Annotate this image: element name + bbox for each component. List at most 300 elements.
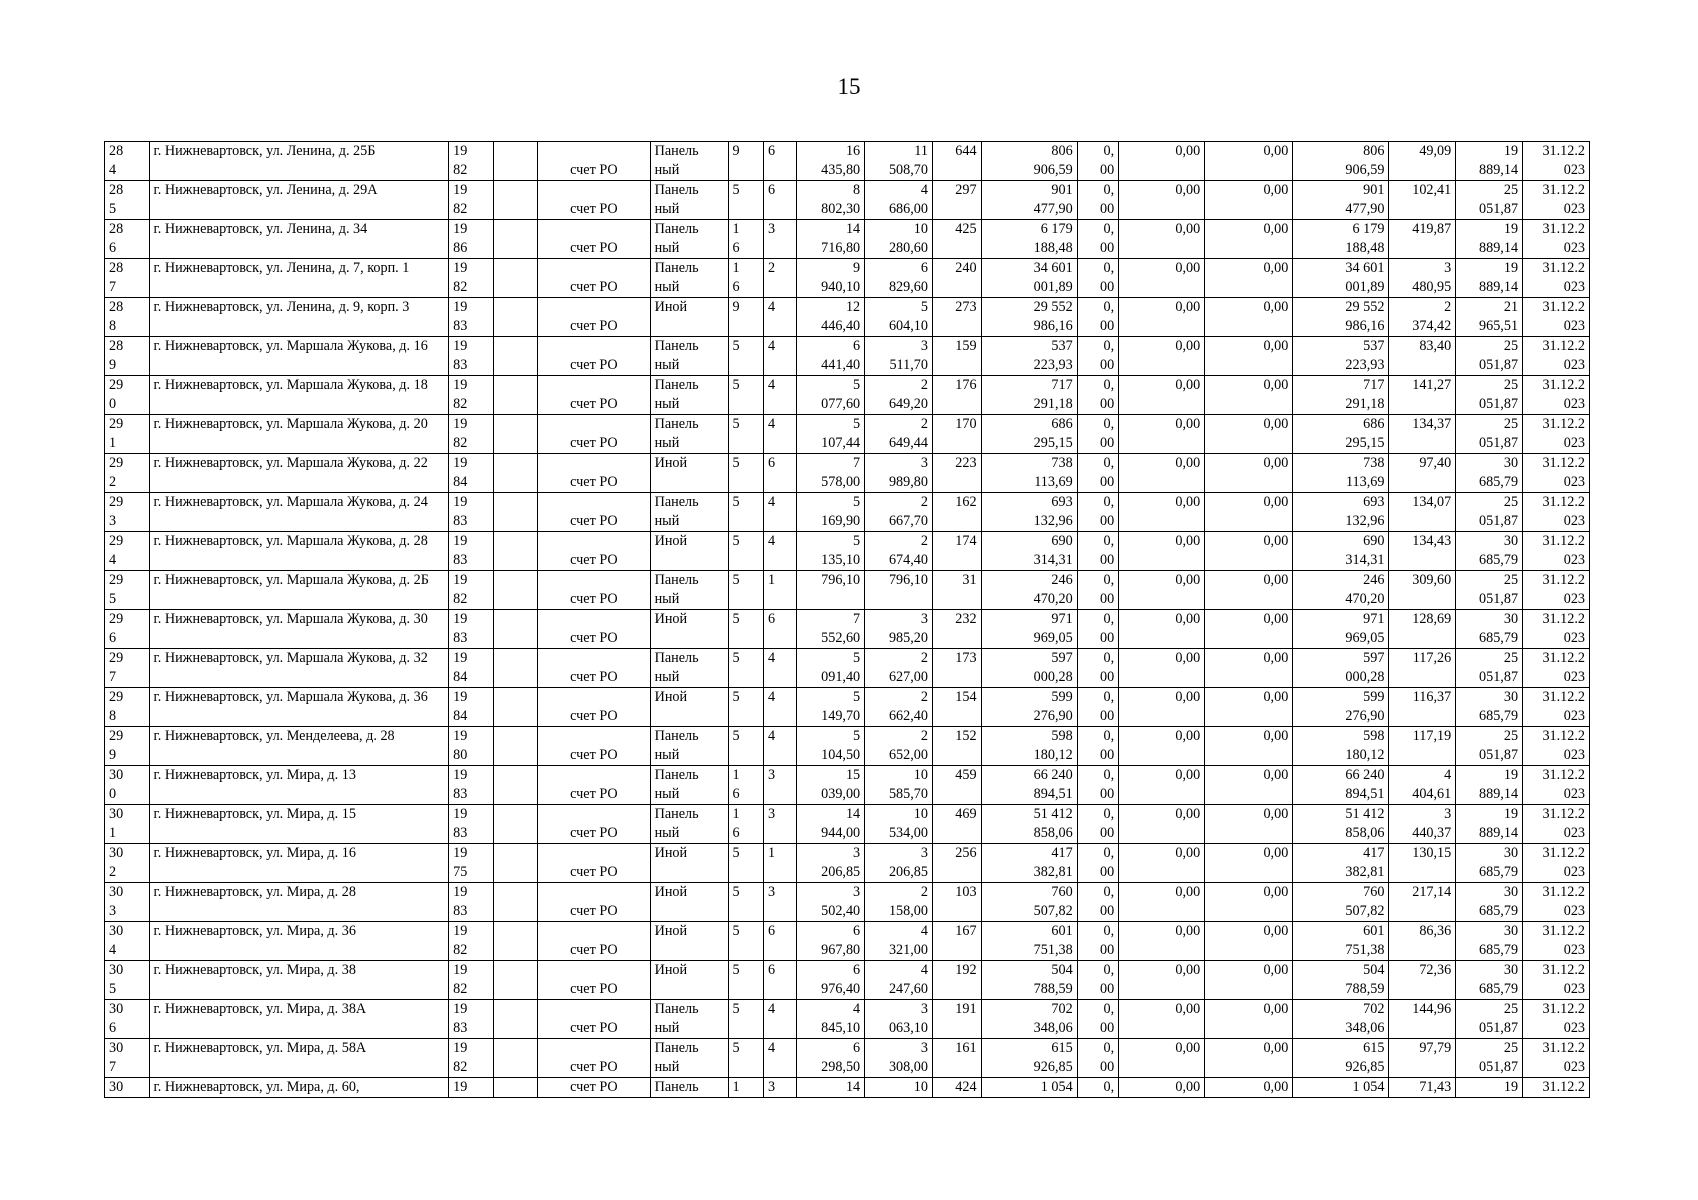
regional-funds-text: 0,00 [1175,689,1201,705]
specific-cost-cell [1389,142,1456,181]
repair-cost-cell [981,922,1077,961]
year-built-text: 19 83 [453,494,468,529]
repair-cost-text: 246 470,20 [1033,572,1073,607]
specific-cost-text: 97,79 [1419,1040,1452,1056]
residential-area-text: 3 308,00 [888,1040,928,1075]
address-cell [149,142,449,181]
completion-date-cell [1523,727,1590,766]
funding-scheme-cell [538,1039,650,1078]
entrances-cell [763,922,796,961]
regional-funds-cell [1119,1078,1205,1098]
repair-cost-text: 598 180,12 [1033,728,1073,763]
entrances-text: 4 [767,494,776,510]
owner-funds-cell [1293,220,1389,259]
table-row [105,493,1590,532]
completion-date-cell [1523,961,1590,1000]
limit-cost-text: 25 051,87 [1479,1001,1519,1036]
limit-cost-text: 30 685,79 [1479,845,1519,880]
funding-scheme-cell [538,766,650,805]
residential-area-text: 10 280,60 [888,221,928,256]
completion-date-cell [1523,805,1590,844]
funding-scheme-cell [538,922,650,961]
repair-cost-cell [981,610,1077,649]
total-area-cell [797,181,865,220]
table-row [105,337,1590,376]
floors-cell [728,142,763,181]
residents-text: 162 [955,494,977,510]
completion-date-cell [1523,532,1590,571]
federal-funds-text: 0, 00 [1100,260,1115,295]
floors-text: 1 6 [732,767,740,802]
residential-area-text: 2 649,20 [888,377,928,412]
federal-funds-text: 0, 00 [1100,143,1115,178]
repair-cost-text: 615 926,85 [1033,1040,1073,1075]
entrances-text: 3 [767,1079,776,1095]
owner-funds-text: 599 276,90 [1345,689,1385,724]
row-number-text: 29 1 [109,416,124,451]
owner-funds-text: 693 132,96 [1345,494,1385,529]
federal-funds-cell [1077,805,1119,844]
funding-scheme-text: счет РО [570,1059,618,1075]
owner-funds-cell [1293,688,1389,727]
wall-material-cell [650,298,728,337]
total-area-cell [797,454,865,493]
municipal-funds-cell [1205,1000,1293,1039]
residents-text: 644 [955,143,977,159]
address-text: г. Нижневартовск, ул. Мира, д. 36 [153,923,356,939]
year-built-text: 19 82 [453,962,468,997]
table-row [105,220,1590,259]
municipal-funds-cell [1205,961,1293,1000]
specific-cost-cell [1389,727,1456,766]
table-row [105,454,1590,493]
residents-text: 176 [955,377,977,393]
wall-material-text: Иной [654,923,688,939]
row-number-text: 28 5 [109,182,124,217]
regional-funds-text: 0,00 [1175,416,1201,432]
repair-cost-cell [981,493,1077,532]
completion-date-text: 31.12.2 023 [1542,1040,1585,1075]
empty-cell [493,844,538,883]
specific-cost-text: 128,69 [1412,611,1452,627]
repair-cost-text: 601 751,38 [1033,923,1073,958]
year-built-cell [449,805,494,844]
repair-cost-text: 537 223,93 [1033,338,1073,373]
row-number-text: 29 6 [109,611,124,646]
address-cell [149,337,449,376]
entrances-cell [763,181,796,220]
completion-date-text: 31.12.2 023 [1542,962,1585,997]
address-text: г. Нижневартовск, ул. Маршала Жукова, д. 22 [153,455,428,471]
owner-funds-text: 901 477,90 [1345,182,1385,217]
regional-funds-cell [1119,727,1205,766]
limit-cost-cell [1456,415,1523,454]
wall-material-text: Иной [654,962,688,978]
total-area-text: 4 845,10 [821,1001,861,1036]
entrances-text: 4 [767,533,776,549]
year-built-cell [449,259,494,298]
limit-cost-cell [1456,766,1523,805]
floors-text: 5 [732,923,740,939]
regional-funds-cell [1119,883,1205,922]
table-row [105,766,1590,805]
municipal-funds-cell [1205,181,1293,220]
entrances-cell [763,220,796,259]
completion-date-cell [1523,142,1590,181]
wall-material-cell [650,649,728,688]
empty-cell [493,766,538,805]
residents-text: 469 [955,806,977,822]
municipal-funds-cell [1205,727,1293,766]
residential-area-cell [865,142,933,181]
residents-text: 152 [955,728,977,744]
limit-cost-text: 25 051,87 [1479,1040,1519,1075]
funding-scheme-text: счет РО [570,825,618,841]
limit-cost-cell [1456,844,1523,883]
municipal-funds-text: 0,00 [1263,923,1289,939]
funding-scheme-cell [538,883,650,922]
limit-cost-text: 30 685,79 [1479,611,1519,646]
federal-funds-text: 0, 00 [1100,767,1115,802]
limit-cost-text: 25 051,87 [1479,182,1519,217]
federal-funds-text: 0, 00 [1100,221,1115,256]
regional-funds-cell [1119,844,1205,883]
funding-scheme-text: счет РО [570,435,618,451]
row-number-cell [105,961,150,1000]
empty-cell [493,961,538,1000]
address-cell [149,805,449,844]
funding-scheme-cell [538,571,650,610]
empty-cell [493,922,538,961]
limit-cost-text: 30 685,79 [1479,533,1519,568]
completion-date-cell [1523,415,1590,454]
repair-cost-cell [981,376,1077,415]
regional-funds-text: 0,00 [1175,338,1201,354]
repair-cost-cell [981,688,1077,727]
residential-area-cell [865,1039,933,1078]
year-built-text: 19 83 [453,338,468,373]
residents-cell [932,571,981,610]
total-area-cell [797,532,865,571]
total-area-text: 5 149,70 [821,689,861,724]
floors-text: 1 [732,1079,740,1095]
entrances-cell [763,844,796,883]
repair-cost-cell [981,142,1077,181]
row-number-cell [105,1000,150,1039]
owner-funds-text: 738 113,69 [1345,455,1385,490]
entrances-cell [763,610,796,649]
entrances-text: 4 [767,299,776,315]
empty-cell [493,688,538,727]
residents-text: 459 [955,767,977,783]
funding-scheme-cell [538,1000,650,1039]
empty-cell [493,1078,538,1098]
year-built-cell [449,1078,494,1098]
regional-funds-cell [1119,415,1205,454]
address-text: г. Нижневартовск, ул. Маршала Жукова, д. 2Б [153,572,429,588]
year-built-cell [449,961,494,1000]
specific-cost-cell [1389,688,1456,727]
entrances-cell [763,571,796,610]
specific-cost-cell [1389,532,1456,571]
residents-cell [932,142,981,181]
year-built-text: 19 83 [453,884,468,919]
floors-text: 5 [732,338,740,354]
repair-cost-text: 597 000,28 [1033,650,1073,685]
municipal-funds-cell [1205,532,1293,571]
residents-cell [932,376,981,415]
funding-scheme-cell [538,181,650,220]
floors-cell [728,1000,763,1039]
completion-date-text: 31.12.2 023 [1542,689,1585,724]
regional-funds-text: 0,00 [1175,494,1201,510]
year-built-text: 19 80 [453,728,468,763]
completion-date-text: 31.12.2 023 [1542,182,1585,217]
address-cell [149,1078,449,1098]
regional-funds-text: 0,00 [1175,299,1201,315]
total-area-text: 9 940,10 [821,260,861,295]
residential-area-text: 2 627,00 [888,650,928,685]
empty-cell [493,415,538,454]
empty-cell [493,454,538,493]
total-area-text: 5 104,50 [821,728,861,763]
repair-cost-cell [981,883,1077,922]
completion-date-text: 31.12.2 023 [1542,728,1585,763]
residential-area-text: 3 063,10 [888,1001,928,1036]
residential-area-cell [865,610,933,649]
wall-material-text: Панель ный [654,1040,699,1075]
entrances-text: 1 [767,845,776,861]
limit-cost-text: 25 051,87 [1479,494,1519,529]
total-area-cell [797,961,865,1000]
municipal-funds-cell [1205,883,1293,922]
entrances-cell [763,376,796,415]
year-built-text: 19 [453,1079,468,1095]
floors-cell [728,220,763,259]
wall-material-cell [650,571,728,610]
residents-cell [932,844,981,883]
completion-date-cell [1523,337,1590,376]
entrances-text: 4 [767,689,776,705]
regional-funds-cell [1119,298,1205,337]
specific-cost-cell [1389,1078,1456,1098]
residential-area-cell [865,805,933,844]
owner-funds-text: 51 412 858,06 [1345,806,1385,841]
residents-cell [932,688,981,727]
residents-cell [932,259,981,298]
repair-cost-cell [981,649,1077,688]
specific-cost-text: 97,40 [1419,455,1452,471]
residents-text: 31 [962,572,977,588]
regional-funds-cell [1119,805,1205,844]
row-number-text: 28 7 [109,260,124,295]
floors-text: 5 [732,728,740,744]
address-cell [149,1039,449,1078]
repair-cost-text: 806 906,59 [1033,143,1073,178]
completion-date-cell [1523,1000,1590,1039]
total-area-text: 5 091,40 [821,650,861,685]
municipal-funds-cell [1205,805,1293,844]
municipal-funds-cell [1205,493,1293,532]
address-text: г. Нижневартовск, ул. Мира, д. 38 [153,962,356,978]
owner-funds-cell [1293,766,1389,805]
wall-material-cell [650,142,728,181]
owner-funds-text: 702 348,06 [1345,1001,1385,1036]
residential-area-text: 10 585,70 [888,767,928,802]
municipal-funds-text: 0,00 [1263,1079,1289,1095]
floors-cell [728,181,763,220]
funding-scheme-cell [538,454,650,493]
floors-cell [728,649,763,688]
repair-cost-cell [981,181,1077,220]
federal-funds-text: 0, 00 [1100,533,1115,568]
wall-material-cell [650,1039,728,1078]
specific-cost-text: 134,07 [1412,494,1452,510]
limit-cost-text: 19 889,14 [1479,260,1519,295]
federal-funds-cell [1077,727,1119,766]
repair-cost-cell [981,961,1077,1000]
address-cell [149,415,449,454]
floors-cell [728,454,763,493]
year-built-cell [449,298,494,337]
repair-cost-text: 599 276,90 [1033,689,1073,724]
floors-text: 5 [732,1040,740,1056]
regional-funds-text: 0,00 [1175,767,1201,783]
residential-area-text: 3 985,20 [888,611,928,646]
table-row [105,1039,1590,1078]
residents-text: 161 [955,1040,977,1056]
total-area-text: 14 [845,1079,861,1095]
federal-funds-text: 0, 00 [1100,338,1115,373]
total-area-cell [797,493,865,532]
municipal-funds-text: 0,00 [1263,1040,1289,1056]
residents-text: 256 [955,845,977,861]
funding-scheme-cell [538,805,650,844]
total-area-cell [797,649,865,688]
owner-funds-cell [1293,1000,1389,1039]
specific-cost-text: 419,87 [1412,221,1452,237]
regional-funds-text: 0,00 [1175,650,1201,666]
limit-cost-text: 30 685,79 [1479,689,1519,724]
specific-cost-cell [1389,883,1456,922]
empty-cell [493,181,538,220]
floors-text: 5 [732,845,740,861]
year-built-cell [449,844,494,883]
regional-funds-text: 0,00 [1175,1040,1201,1056]
federal-funds-cell [1077,532,1119,571]
federal-funds-cell [1077,1000,1119,1039]
federal-funds-cell [1077,142,1119,181]
year-built-text: 19 82 [453,572,468,607]
address-text: г. Нижневартовск, ул. Маршала Жукова, д. 28 [153,533,428,549]
floors-text: 5 [732,689,740,705]
completion-date-cell [1523,688,1590,727]
address-cell [149,766,449,805]
wall-material-text: Панель ный [654,377,699,412]
year-built-cell [449,922,494,961]
limit-cost-text: 30 685,79 [1479,962,1519,997]
funding-scheme-cell [538,220,650,259]
floors-text: 9 [732,143,740,159]
federal-funds-text: 0, 00 [1100,884,1115,919]
owner-funds-cell [1293,844,1389,883]
row-number-text: 30 6 [109,1001,124,1036]
wall-material-text: Панель ный [654,728,699,763]
residents-cell [932,766,981,805]
empty-cell [493,376,538,415]
wall-material-text: Панель ный [654,182,699,217]
specific-cost-cell [1389,1039,1456,1078]
residents-text: 173 [955,650,977,666]
limit-cost-text: 25 051,87 [1479,377,1519,412]
municipal-funds-text: 0,00 [1263,416,1289,432]
residents-text: 192 [955,962,977,978]
empty-cell [493,805,538,844]
year-built-text: 19 82 [453,416,468,451]
completion-date-cell [1523,844,1590,883]
completion-date-text: 31.12.2 023 [1542,845,1585,880]
specific-cost-cell [1389,181,1456,220]
limit-cost-text: 19 889,14 [1479,767,1519,802]
total-area-cell [797,844,865,883]
total-area-cell [797,1078,865,1098]
row-number-text: 29 5 [109,572,124,607]
total-area-text: 14 944,00 [821,806,861,841]
federal-funds-cell [1077,1078,1119,1098]
row-number-cell [105,805,150,844]
repair-cost-cell [981,415,1077,454]
residents-cell [932,1039,981,1078]
wall-material-text: Панель ный [654,143,699,178]
address-cell [149,181,449,220]
completion-date-cell [1523,259,1590,298]
repair-cost-text: 971 969,05 [1033,611,1073,646]
residents-text: 170 [955,416,977,432]
specific-cost-cell [1389,454,1456,493]
specific-cost-text: 130,15 [1412,845,1452,861]
table-row [105,532,1590,571]
entrances-text: 3 [767,884,776,900]
total-area-cell [797,1039,865,1078]
limit-cost-cell [1456,337,1523,376]
entrances-cell [763,415,796,454]
municipal-funds-cell [1205,571,1293,610]
repair-cost-text: 717 291,18 [1033,377,1073,412]
municipal-funds-cell [1205,922,1293,961]
year-built-text: 19 82 [453,260,468,295]
completion-date-cell [1523,610,1590,649]
entrances-cell [763,142,796,181]
completion-date-text: 31.12.2 023 [1542,1001,1585,1036]
entrances-text: 4 [767,1001,776,1017]
municipal-funds-cell [1205,337,1293,376]
regional-funds-cell [1119,688,1205,727]
address-text: г. Нижневартовск, ул. Маршала Жукова, д. 16 [153,338,428,354]
federal-funds-text: 0, 00 [1100,845,1115,880]
residents-text: 425 [955,221,977,237]
repair-cost-cell [981,259,1077,298]
entrances-text: 6 [767,611,776,627]
owner-funds-cell [1293,181,1389,220]
regional-funds-cell [1119,961,1205,1000]
completion-date-text: 31.12.2 023 [1542,338,1585,373]
floors-text: 5 [732,650,740,666]
residents-text: 167 [955,923,977,939]
owner-funds-cell [1293,922,1389,961]
entrances-cell [763,1000,796,1039]
floors-text: 5 [732,377,740,393]
address-cell [149,727,449,766]
